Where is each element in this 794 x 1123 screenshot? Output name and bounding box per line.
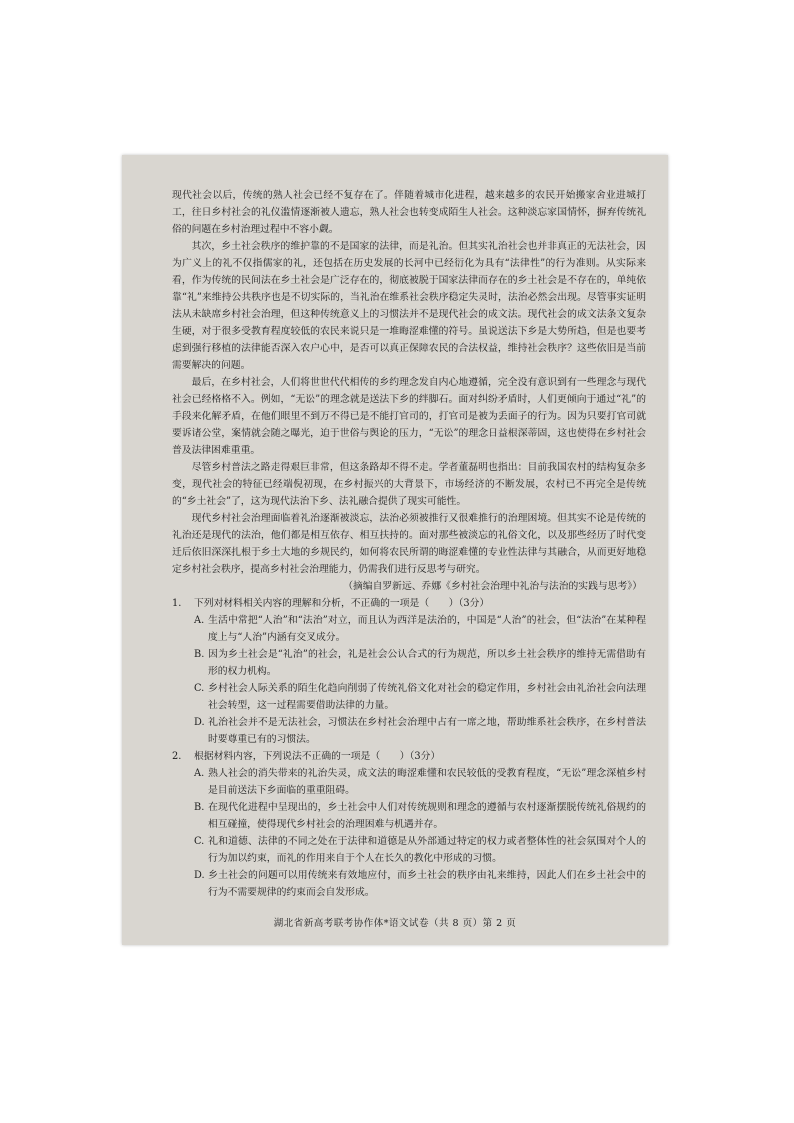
option-letter: B. bbox=[194, 649, 205, 660]
option-b bbox=[194, 646, 646, 680]
question-number: 2. bbox=[172, 751, 182, 762]
question-text: 下列对材料相关内容的理解和分析，不正确的一项是（ ）（3分） bbox=[194, 598, 490, 609]
option-letter: A. bbox=[194, 768, 205, 779]
page-content bbox=[172, 187, 646, 901]
scanned-page bbox=[122, 155, 668, 945]
passage-paragraph: 其次，乡土社会秩序的维护靠的不是国家的法律，而是礼治。但其实礼治社会也并非真正的无法社会，因为广义上的礼不仅指儒家的礼，还包括在历史发展的长河中已经衍化为具有“法律性”的行为准则。从实际来看，作为传统的民间法在乡土社会是广泛存在的，彻底被脱于国家法律而存在的乡土社会是不存在的，单纯依靠“礼”来维持公共秩序也是不切实际的，当礼治在维系社会秩序稳定失灵时，法治必然会出现。尽管事实证明法从未缺席乡村社会治理，但这种传统意义上的习惯法并不是现代社会的成文法。现代社会的成文法条文复杂生硬，对于很多受教育程度较低的农民来说只是一堆晦涩难懂的符号。虽说送法下乡是大势所趋，但是也要考虑到强行移植的法律能否深入农户心中，是否可以真正保障农民的合法权益，维持社会秩序？这些依旧是当前需要解决的问题。 bbox=[172, 241, 646, 371]
question-1 bbox=[172, 595, 646, 748]
passage-paragraph: 最后，在乡村社会，人们将世世代代相传的乡约理念发自内心地遵循，完全没有意识到有一些理念与现代社会已经格格不入。例如，“无讼”的理念就是送法下乡的绊脚石。面对纠纷矛盾时，人们更倾向于通过“礼”的手段来化解矛盾，在他们眼里不到万不得已是不能打官司的，打官司是被为丢面子的行为。因为只要打官司就要诉诸公堂，案情就会随之曝光，迫于世俗与舆论的压力，“无讼”的理念日益根深蒂固，这也使得在乡村社会普及法律困难重重。 bbox=[172, 377, 646, 456]
page-footer: 湖北省新高考联考协作体*语文试卷（共 8 页）第 2 页 bbox=[273, 918, 517, 929]
option-text: 熟人社会的消失带来的礼治失灵，成文法的晦涩难懂和农民较低的受教育程度，“无讼”理念深植乡村是目前送法下乡面临的重重阻碍。 bbox=[208, 768, 646, 796]
option-letter: C. bbox=[194, 683, 205, 694]
option-letter: D. bbox=[194, 717, 205, 728]
option-text: 在现代化进程中呈现出的，乡土社会中人们对传统规则和理念的遵循与农村逐渐摆脱传统礼俗规约的相互碰撞，使得现代乡村社会的治理困难与机遇并存。 bbox=[208, 802, 646, 830]
option-a bbox=[194, 765, 646, 799]
option-c bbox=[194, 833, 646, 867]
option-c bbox=[194, 680, 646, 714]
question-number: 1. bbox=[172, 598, 182, 609]
option-text: 因为乡土社会是“礼治”的社会，礼是社会公认合式的行为规范，所以乡土社会秩序的维持无需借助有形的权力机构。 bbox=[208, 649, 646, 677]
option-text: 乡村社会人际关系的陌生化趋向削弱了传统礼俗文化对社会的稳定作用，乡村社会由礼治社会向法理社会转型，这一过程需要借助法律的力量。 bbox=[208, 683, 646, 711]
option-letter: D. bbox=[194, 870, 205, 881]
option-text: 生活中常把“人治”和“法治”对立，而且认为西洋是法治的，中国是“人治”的社会，但“法治”在某种程度上与“人治”内涵有交叉成分。 bbox=[208, 615, 646, 643]
question-stem bbox=[172, 748, 646, 765]
option-text: 礼和道德、法律的不同之处在于法律和道德是从外部通过特定的权力或者整体性的社会氛围对个人的行为加以约束，而礼的作用来自于个人在长久的教化中形成的习惯。 bbox=[208, 836, 646, 864]
question-2 bbox=[172, 748, 646, 901]
option-a bbox=[194, 612, 646, 646]
option-text: 乡土社会的问题可以用传统来有效地应付，而乡土社会的秩序由礼来维持，因此人们在乡土社会中的行为不需要规律的约束而会自发形成。 bbox=[208, 870, 646, 898]
passage-paragraph: 现代社会以后，传统的熟人社会已经不复存在了。伴随着城市化进程，越来越多的农民开始搬家舍业进城打工，往日乡村社会的礼仪滥情逐渐被人遗忘，熟人社会也转变成陌生人社会。这种淡忘家国情怀，摒弃传统礼俗的问题在乡村治理过程中不容小觑。 bbox=[172, 190, 646, 235]
option-d bbox=[194, 867, 646, 901]
option-letter: B. bbox=[194, 802, 205, 813]
option-d bbox=[194, 714, 646, 748]
option-b bbox=[194, 799, 646, 833]
passage-paragraph: 尽管乡村普法之路走得艰巨非常，但这条路却不得不走。学者董磊明也指出：目前我国农村的结构复杂多变，现代社会的特征已经端倪初现，在乡村振兴的大背景下，市场经济的不断发展，农村已不再完全是传统的“乡土社会”了，这为现代法治下乡、法礼融合提供了现实可能性。 bbox=[172, 462, 646, 507]
passage-paragraph: 现代乡村社会治理面临着礼治逐渐被淡忘，法治必须被推行又很难推行的治理困境。但其实不论是传统的礼治还是现代的法治，他们都是相互依存、相互扶持的。面对那些被淡忘的礼俗文化，以及那些经历了时代变迁后依旧深深扎根于乡土大地的乡规民约，如何将农民所谓的晦涩难懂的专业性法律与其融合，从而更好地稳定乡村社会秩序，提高乡村社会治理能力，仍需我们进行反思考与研究。 bbox=[172, 513, 646, 575]
passage-source: （摘编自罗新远、乔娜《乡村社会治理中礼治与法治的实践与思考》） bbox=[343, 581, 642, 592]
option-letter: C. bbox=[194, 836, 205, 847]
question-stem bbox=[172, 595, 646, 612]
question-text: 根据材料内容，下列说法不正确的一项是（ ）（3分） bbox=[194, 751, 441, 762]
option-text: 礼治社会并不是无法社会，习惯法在乡村社会治理中占有一席之地，帮助维系社会秩序，在乡村普法时要尊重已有的习惯法。 bbox=[208, 717, 646, 745]
option-letter: A. bbox=[194, 615, 205, 626]
